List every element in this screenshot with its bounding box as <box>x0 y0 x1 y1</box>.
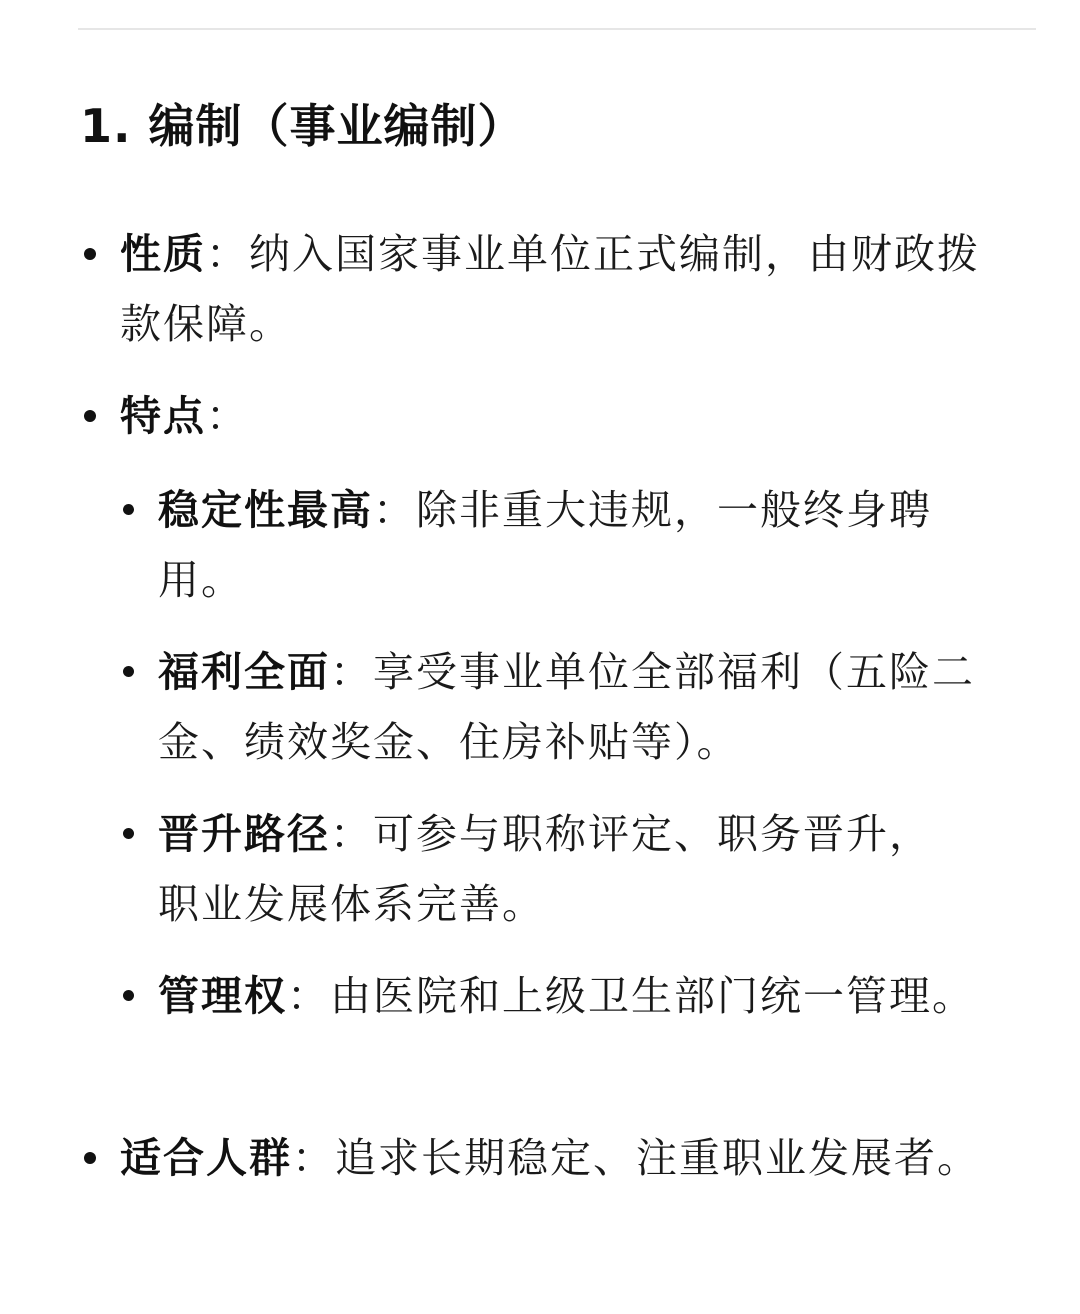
sub-item-text: ：除非重大违规，一般终身聘用。 <box>158 486 932 604</box>
sub-item-benefits <box>158 637 1013 777</box>
bullet-dot <box>123 990 134 1001</box>
list-item-features <box>120 381 1010 451</box>
sub-item-text: ：可参与职称评定、职务晋升，职业发展体系完善。 <box>158 810 932 928</box>
list-item-nature <box>120 219 1010 359</box>
sub-item-label: 稳定性最高 <box>158 486 373 534</box>
sub-item-label: 晋升路径 <box>158 810 330 858</box>
sub-item-label: 管理权 <box>158 972 287 1020</box>
bullet-dot <box>84 1152 96 1164</box>
sub-item-text: ：享受事业单位全部福利（五险二金、绩效奖金、住房补贴等）。 <box>158 648 975 766</box>
item-label: 特点 <box>120 392 206 440</box>
sub-item-stability <box>158 475 1013 615</box>
bullet-dot <box>123 504 134 515</box>
top-divider <box>78 28 1036 30</box>
item-text: ： <box>206 392 249 440</box>
bullet-dot <box>123 666 134 677</box>
sub-item-label: 福利全面 <box>158 648 330 696</box>
item-label: 适合人群 <box>120 1134 292 1182</box>
list-item-suitable-people <box>120 1123 1010 1193</box>
sub-item-text: ：由医院和上级卫生部门统一管理。 <box>287 972 975 1020</box>
bullet-dot <box>84 410 96 422</box>
item-text: ：纳入国家事业单位正式编制，由财政拨款保障。 <box>120 230 980 348</box>
sub-item-management <box>158 961 1013 1031</box>
item-label: 性质 <box>120 230 206 278</box>
bullet-dot <box>84 248 96 260</box>
sub-item-promotion <box>158 799 958 939</box>
section-heading: 1. 编制（事业编制） <box>80 99 525 153</box>
item-text: ：追求长期稳定、注重职业发展者。 <box>292 1134 980 1182</box>
bullet-dot <box>123 828 134 839</box>
